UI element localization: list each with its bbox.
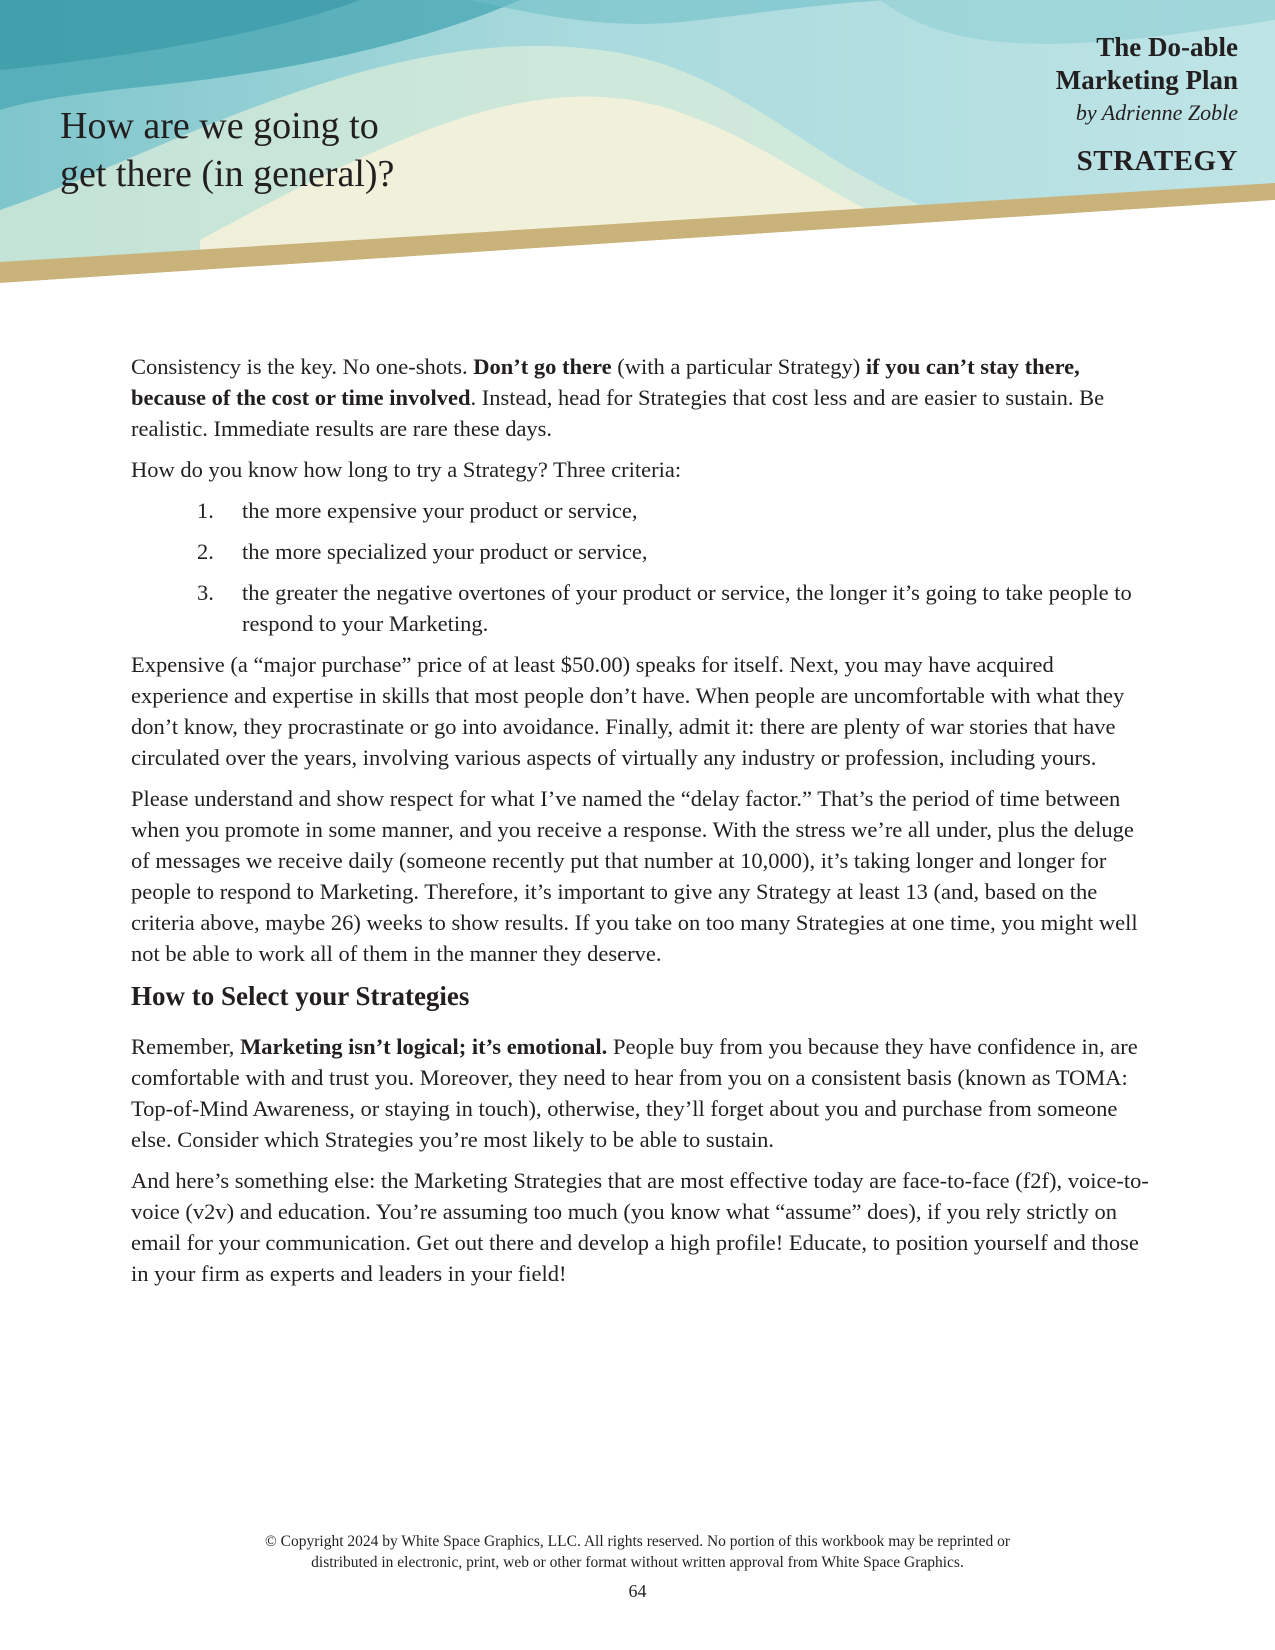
text-run: Remember, <box>131 1034 241 1059</box>
paragraph-criteria-intro: How do you know how long to try a Strategy? Three criteria: <box>131 457 682 482</box>
text-run: . Instead, head for Strategies that cost less and are easier to sustain. Be realistic. Immediate results are rare these days. <box>131 385 1105 441</box>
brand-block <box>1056 31 1238 179</box>
criteria-list <box>131 495 1151 639</box>
main-content <box>131 351 1151 1299</box>
bold-run: Don’t go there <box>473 354 612 379</box>
page-title <box>60 102 660 198</box>
list-item-text: the greater the negative overtones of your product or service, the longer it’s going to take people to respond to your Marketing. <box>242 580 1132 636</box>
list-item-number: 2. <box>197 539 214 564</box>
section-label: STRATEGY <box>1076 145 1238 177</box>
copyright-line2: distributed in electronic, print, web or other format without written approval from White Space Graphics. <box>311 1554 964 1571</box>
paragraph-emotional <box>131 1031 1151 1155</box>
section-heading: How to Select your Strategies <box>131 981 470 1011</box>
text-run: (with a particular Strategy) <box>611 354 866 379</box>
bold-run: if you can’t stay there, because of the cost or time involved <box>131 354 1080 410</box>
copyright-line1: © Copyright 2024 by White Space Graphics, LLC. All rights reserved. No portion of this workbook may be reprinted or <box>264 1533 1011 1550</box>
page-number: 64 <box>628 1581 647 1601</box>
list-item-number: 1. <box>197 498 214 523</box>
brand-author: by Adrienne Zoble <box>1075 100 1238 125</box>
list-item <box>131 577 1182 639</box>
list-item-text: the more expensive your product or service, <box>242 498 638 523</box>
list-item <box>131 495 1182 526</box>
page-title-line1: How are we going to <box>60 105 379 147</box>
brand-title-line2: Marketing Plan <box>1055 65 1238 95</box>
page-title-line2: get there (in general)? <box>60 153 395 195</box>
paragraph-consistency <box>131 351 1151 444</box>
list-item-text: the more specialized your product or service, <box>242 539 648 564</box>
copyright-footer <box>0 1531 1275 1573</box>
text-run: Consistency is the key. No one-shots. <box>131 354 474 379</box>
brand-title-line1: The Do-able <box>1096 32 1238 62</box>
text-run: People buy from you because they have confidence in, are comfortable with and trust you. Moreover, they need to hear from you on a consistent basis (known as TOMA: Top-of-Mind Awareness, or staying in touch), otherwise, they’ll forget about you and purchase from someone else. Consider which Strategies you’re most likely to be able to sustain. <box>131 1034 1138 1152</box>
paragraph-delay-factor: Please understand and show respect for what I’ve named the “delay factor.” That’s the period of time between when you promote in some manner, and you receive a response. With the stress we’re all under, plus the deluge of messages we receive daily (someone recently put that number at 10,000), it’s taking longer and longer for people to respond to Marketing. Therefore, it’s important to give any Strategy at least 13 (and, based on the criteria above, maybe 26) weeks to show results. If you take on too many Strategies at one time, you might well not be able to work all of them in the manner they deserve. <box>131 786 1138 966</box>
list-item <box>131 536 1182 567</box>
list-item-number: 3. <box>197 580 214 605</box>
bold-run: Marketing isn’t logical; it’s emotional. <box>240 1034 608 1059</box>
paragraph-face-to-face: And here’s something else: the Marketing Strategies that are most effective today are face-to-face (f2f), voice-to-voice (v2v) and education. You’re assuming too much (you know what “assume” does), if you rely strictly on email for your communication. Get out there and develop a high profile! Educate, to position yourself and those in your firm as experts and leaders in your field! <box>131 1168 1149 1286</box>
paragraph-expensive: Expensive (a “major purchase” price of at least $50.00) speaks for itself. Next, you may have acquired experience and expertise in skills that most people don’t have. When people are uncomfortable with what they don’t know, they procrastinate or go into avoidance. Finally, admit it: there are plenty of war stories that have circulated over the years, involving various aspects of virtually any industry or profession, including yours. <box>131 652 1125 770</box>
